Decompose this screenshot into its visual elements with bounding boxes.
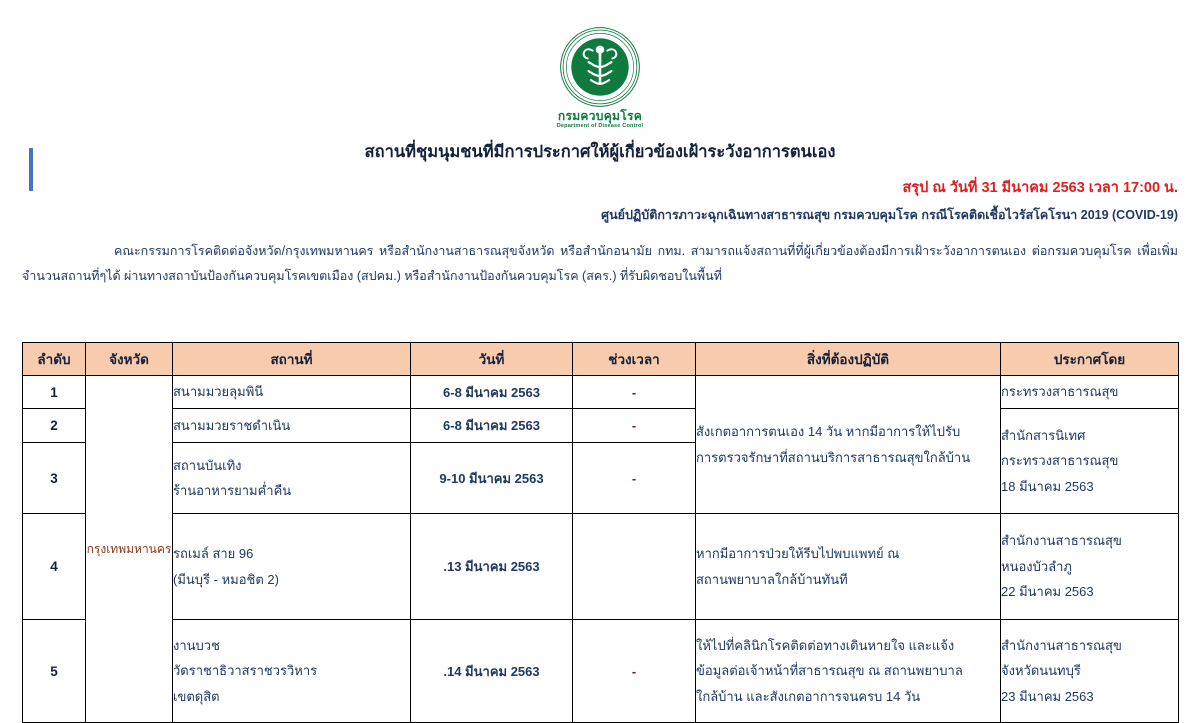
column-header-announcer: ประกาศโดย xyxy=(1001,343,1179,376)
cell-place-4-lines xyxy=(173,541,410,592)
cell-order-1: 1 xyxy=(23,376,86,409)
body-paragraph-line-2: ต่อกรมควบคุมโรค เพื่อเพิ่มจำนวนสถานที่ๆได้ ผ่านทางสถาบันป้องกันควบคุมโรคเขตเมือง (สปคม.) หรือสำนักงานป้องกันควบคุมโรค (สคร.) ที่รับผิดชอบในพื้นที่ xyxy=(22,244,1178,284)
announcement-table-container xyxy=(22,342,1178,723)
announcer-line: สำนักงานสาธารณสุข xyxy=(1001,533,1122,549)
cell-timeslot-3: - xyxy=(573,443,696,514)
cell-timeslot-1: - xyxy=(573,376,696,409)
cell-date-3: 9-10 มีนาคม 2563 xyxy=(411,443,573,514)
place-line: ร้านอาหารยามค่ำคืน xyxy=(173,483,292,498)
cell-announcer-1-lines xyxy=(1001,379,1178,404)
cell-place-1-lines xyxy=(173,379,410,404)
logo-caption-thai: กรมควบคุมโรค xyxy=(557,109,643,123)
ministry-of-public-health-emblem-icon xyxy=(559,26,641,108)
column-header-timeslot: ช่วงเวลา xyxy=(573,343,696,376)
cell-announcer-1 xyxy=(1001,376,1179,409)
action-line: สังเกตอาการตนเอง 14 วัน หากมีอาการให้ไปรับ xyxy=(696,424,961,440)
column-header-province: จังหวัด xyxy=(86,343,173,376)
cell-place-5 xyxy=(173,620,411,723)
announcer-line: หนองบัวลำภู xyxy=(1001,558,1072,574)
column-header-order: ลำดับ xyxy=(23,343,86,376)
cell-order-3: 3 xyxy=(23,443,86,514)
page-title: สถานที่ชุมนุมชนที่มีการประกาศให้ผู้เกี่ยวข้องเฝ้าระวังอาการตนเอง xyxy=(364,142,836,161)
announcer-line: สำนักงานสาธารณสุข xyxy=(1001,637,1122,653)
announcer-line: สำนักสารนิเทศ xyxy=(1001,427,1086,443)
cell-date-5: .14 มีนาคม 2563 xyxy=(411,620,573,723)
announcer-line: จังหวัดนนทบุรี xyxy=(1001,663,1081,679)
table-row xyxy=(23,409,1179,443)
cell-place-4 xyxy=(173,514,411,620)
action-line: หากมีอาการป่วยให้รีบไปพบแพทย์ ณ xyxy=(696,546,900,562)
place-line: (มีนบุรี - หมอชิต 2) xyxy=(173,571,279,587)
cell-timeslot-4 xyxy=(573,514,696,620)
cell-date-4: .13 มีนาคม 2563 xyxy=(411,514,573,620)
cell-announcer-5 xyxy=(1001,620,1179,723)
announcer-line: 23 มีนาคม 2563 xyxy=(1001,688,1094,704)
cell-place-2-lines xyxy=(173,413,410,438)
cell-place-5-lines xyxy=(173,633,410,709)
action-line: การตรวจรักษาที่สถานบริการสาธารณสุขใกล้บ้าน xyxy=(696,449,971,465)
place-line: สถานบันเทิง xyxy=(173,457,242,473)
cell-order-5: 5 xyxy=(23,620,86,723)
organization-logo xyxy=(0,0,1200,130)
cell-place-1 xyxy=(173,376,411,409)
action-line: ใกล้บ้าน และสังเกตอาการจนครบ 14 วัน xyxy=(696,688,921,704)
place-line: วัดราชาธิวาสราชวรวิหาร xyxy=(173,663,318,679)
cell-place-2 xyxy=(173,409,411,443)
cell-order-4: 4 xyxy=(23,514,86,620)
cell-timeslot-5: - xyxy=(573,620,696,723)
text-insertion-cursor xyxy=(29,148,33,191)
cell-announcer-4 xyxy=(1001,514,1179,620)
announcer-line: 22 มีนาคม 2563 xyxy=(1001,584,1094,600)
column-header-action: สิ่งที่ต้องปฏิบัติ xyxy=(696,343,1001,376)
cell-announcer-2 xyxy=(1001,409,1179,514)
issuing-center-line: ศูนย์ปฏิบัติการภาวะฉุกเฉินทางสาธารณสุข กรมควบคุมโรค กรณีโรคติดเชื้อไวรัสโคโรนา 2019 (COVID-19) xyxy=(601,207,1178,222)
cell-place-3-lines xyxy=(173,453,410,504)
table-header-row xyxy=(23,343,1179,376)
cell-action-group-3 xyxy=(696,620,1001,723)
table-row xyxy=(23,376,1179,409)
cell-place-3 xyxy=(173,443,411,514)
table-row xyxy=(23,514,1179,620)
cell-announcer-4-lines xyxy=(1001,528,1178,604)
cell-action-group-2 xyxy=(696,514,1001,620)
place-line: สนามมวยราชดำเนิน xyxy=(173,417,291,433)
cell-date-1: 6-8 มีนาคม 2563 xyxy=(411,376,573,409)
cell-action-group-3-lines xyxy=(696,633,1000,709)
cell-province-merged: กรุงเทพมหานคร xyxy=(86,376,173,723)
body-paragraph-line-1: คณะกรรมการโรคติดต่อจังหวัด/กรุงเทพมหานคร หรือสำนักงานสาธารณสุขจังหวัด หรือสำนักอนามัย กทม. สามารถแจ้งสถานที่ที่ผู้เกี่ยวข้องต้องมีการเฝ้าระวังอาการตนเอง xyxy=(114,244,1027,259)
action-line: ข้อมูลต่อเจ้าหน้าที่สาธารณสุข ณ สถานพยาบาล xyxy=(696,663,963,679)
logo-caption-english: Department of Disease Control xyxy=(556,123,644,129)
announcement-table xyxy=(22,342,1179,723)
cell-action-group-2-lines xyxy=(696,541,1000,592)
place-line: เขตดุสิต xyxy=(173,688,220,704)
cell-date-2: 6-8 มีนาคม 2563 xyxy=(411,409,573,443)
place-line: งานบวช xyxy=(173,637,220,653)
cell-action-group-1-lines xyxy=(696,419,1000,470)
announcer-line: กระทรวงสาธารณสุข xyxy=(1001,384,1119,400)
cell-action-group-1 xyxy=(696,376,1001,514)
cell-announcer-5-lines xyxy=(1001,633,1178,709)
table-row xyxy=(23,620,1179,723)
cell-announcer-2-lines xyxy=(1001,423,1178,499)
action-line: ให้ไปที่คลินิกโรคติดต่อทางเดินหายใจ และแจ้ง xyxy=(696,637,955,653)
announcer-line: 18 มีนาคม 2563 xyxy=(1001,478,1094,494)
body-paragraph xyxy=(22,239,1178,289)
action-line: สถานพยาบาลใกล้บ้านทันที xyxy=(696,571,848,587)
cell-order-2: 2 xyxy=(23,409,86,443)
place-line: รถเมล์ สาย 96 xyxy=(173,546,254,562)
column-header-place: สถานที่ xyxy=(173,343,411,376)
announcer-line: กระทรวงสาธารณสุข xyxy=(1001,453,1119,469)
summary-timestamp: สรุป ณ วันที่ 31 มีนาคม 2563 เวลา 17:00 น. xyxy=(902,179,1178,196)
cell-timeslot-2: - xyxy=(573,409,696,443)
column-header-date: วันที่ xyxy=(411,343,573,376)
place-line: สนามมวยลุมพินี xyxy=(173,384,264,400)
